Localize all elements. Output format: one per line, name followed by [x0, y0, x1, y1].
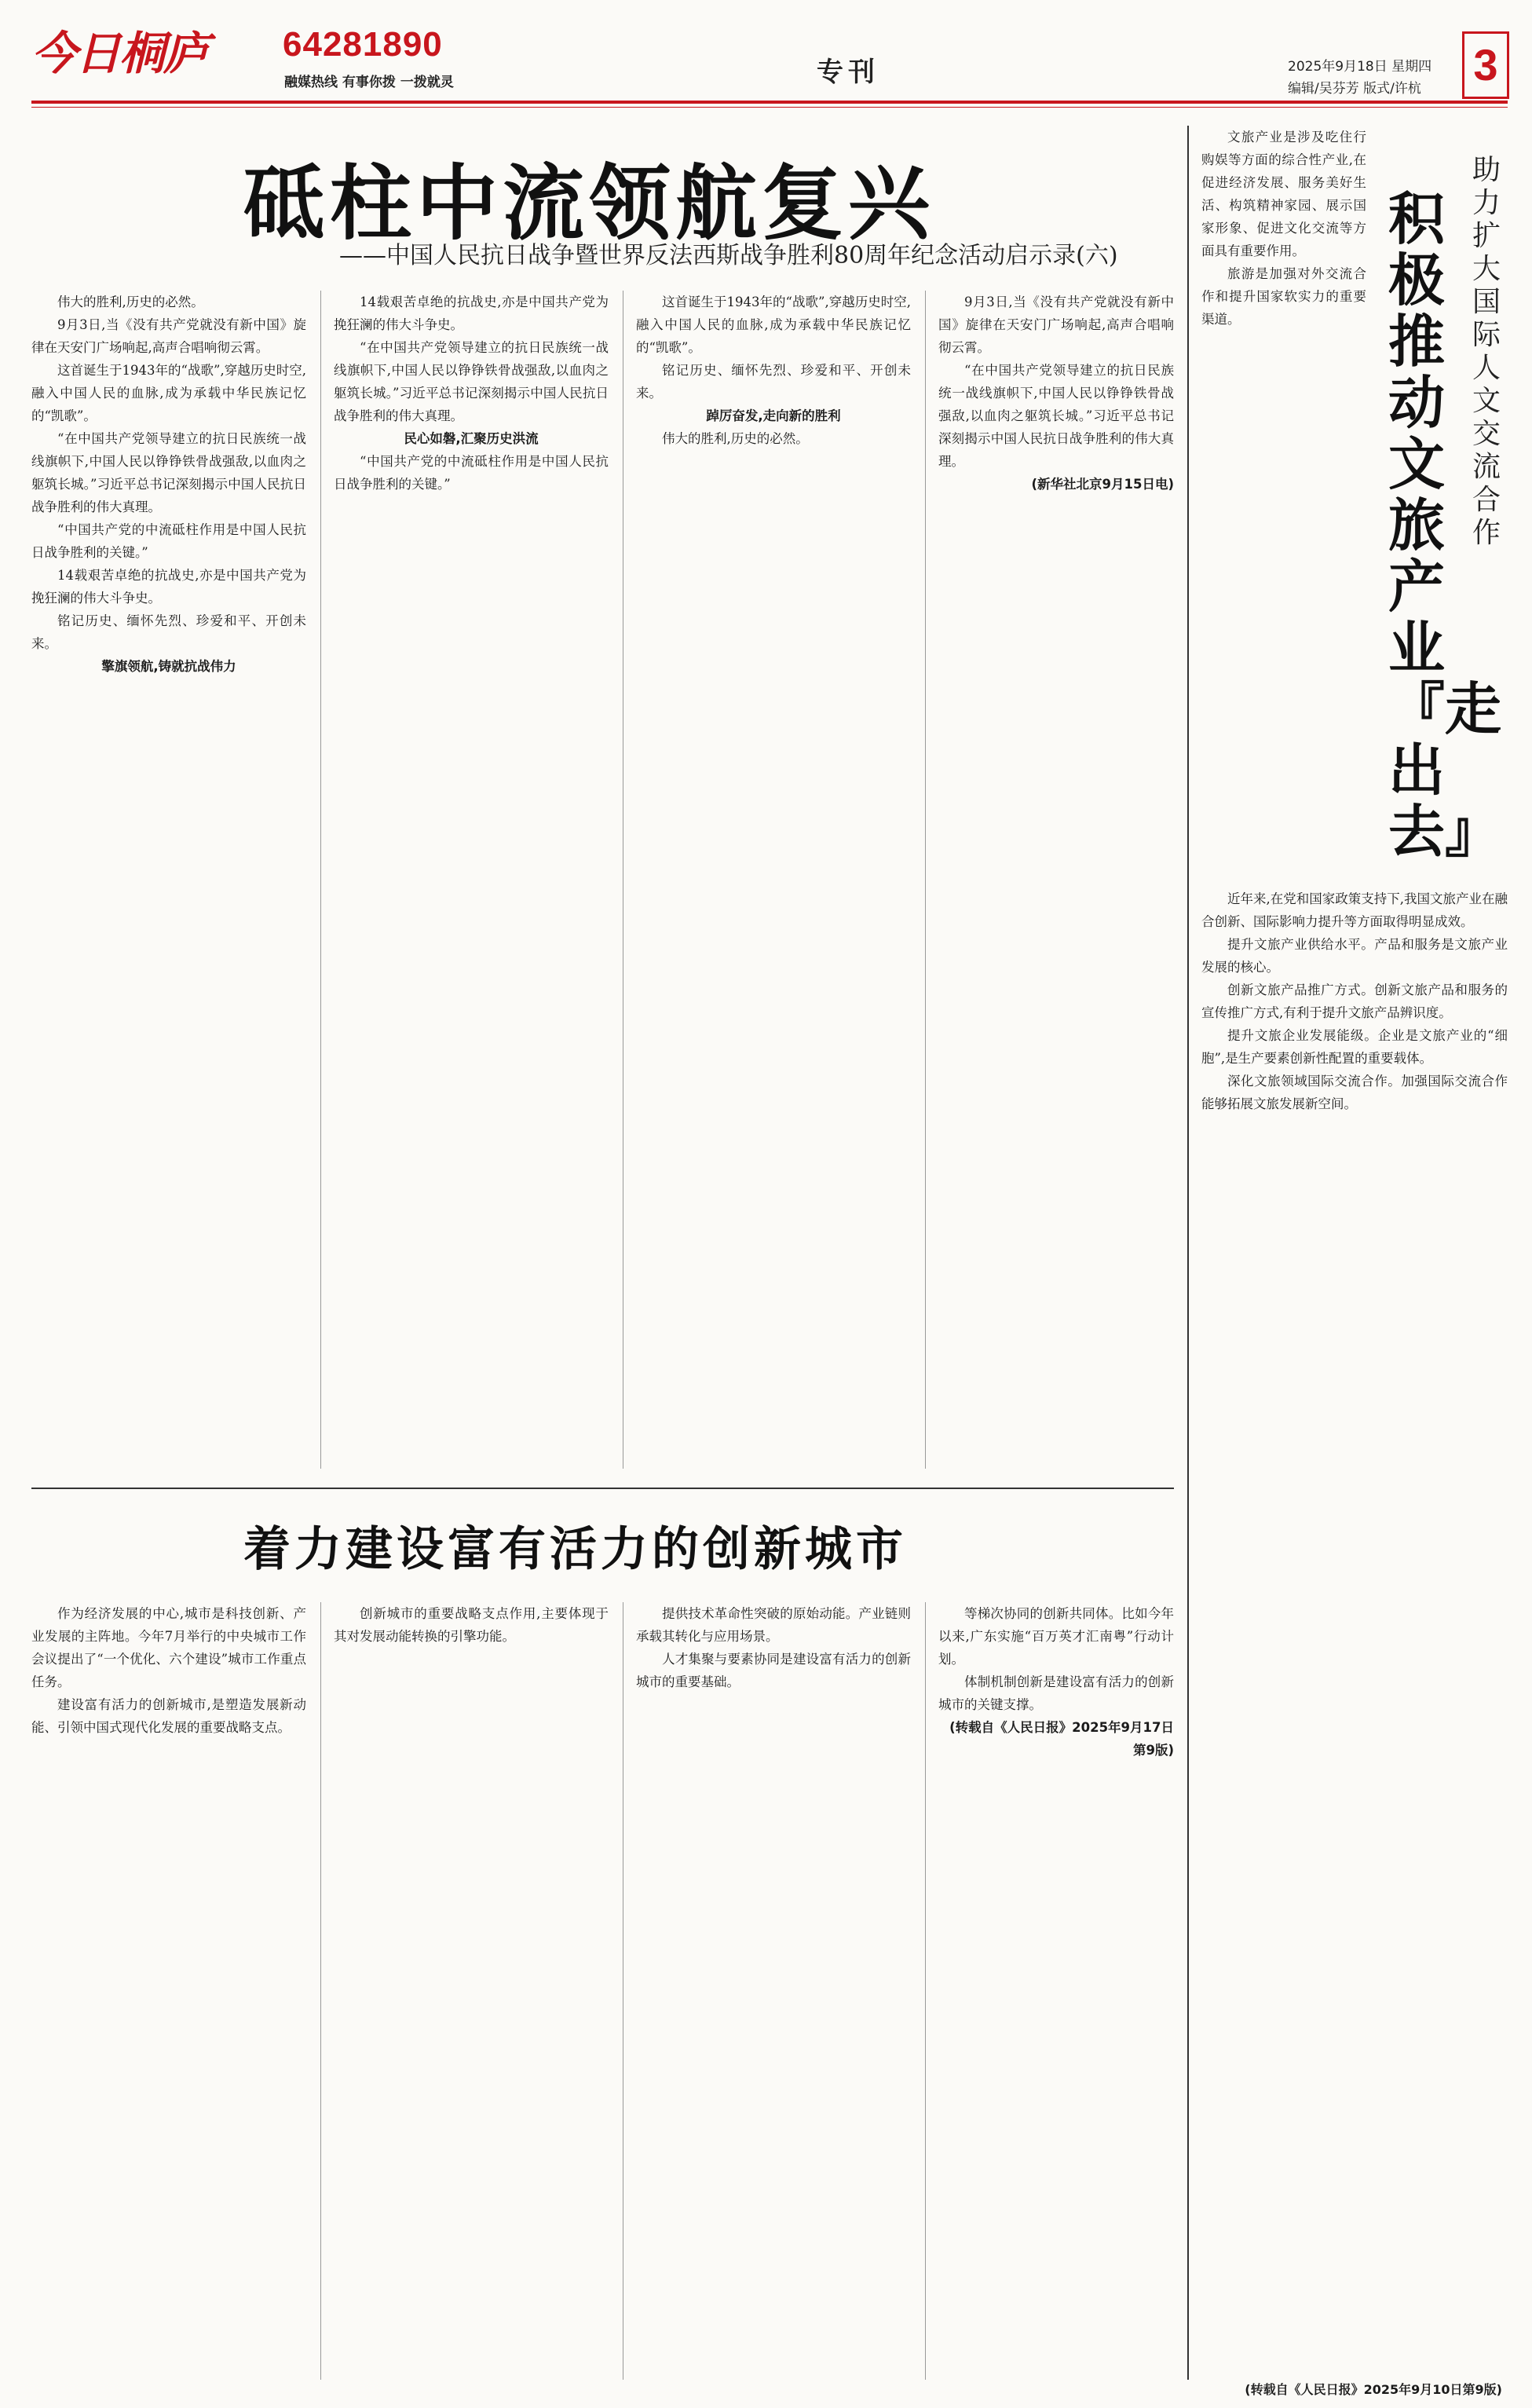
issue-date: 2025年9月18日 星期四	[1288, 59, 1432, 75]
article2-column-4	[938, 1602, 1174, 2380]
section-subhead: 民心如磐,汇聚历史洪流	[404, 431, 539, 446]
article-divider	[31, 1488, 1174, 1489]
article2-headline: 着力建设富有活力的创新城市	[243, 1522, 907, 1577]
editor-credits: 编辑/吴芬芳 版式/许杭	[1288, 81, 1421, 97]
paragraph: 铭记历史、缅怀先烈、珍爱和平、开创未来。	[31, 613, 306, 651]
paragraph: 文旅产业是涉及吃住行购娱等方面的综合性产业,在促进经济发展、服务美好生活、构筑精神家园、展示国家形象、促进文化交流等方面具有重要作用。	[1201, 130, 1366, 258]
paragraph: 铭记历史、缅怀先烈、珍爱和平、开创未来。	[636, 363, 911, 401]
section-title: 专刊	[817, 57, 879, 88]
paragraph: “中国共产党的中流砥柱作用是中国人民抗日战争胜利的关键。”	[334, 454, 609, 492]
article3-subheadline: 助力扩大国际人文交流合作	[1472, 154, 1501, 549]
article2-column-3	[636, 1602, 911, 2380]
article3-credit: (转载自《人民日报》2025年9月10日第9版)	[1245, 2382, 1502, 2397]
paragraph: 提升文旅企业发展能级。企业是文旅产业的“细胞”,是生产要素创新性配置的重要载体。	[1201, 1028, 1508, 1066]
hotline-number: 64281890	[283, 25, 443, 64]
column-rule	[320, 1602, 321, 2380]
paragraph: 旅游是加强对外交流合作和提升国家软实力的重要渠道。	[1201, 266, 1366, 327]
right-column-rule	[1187, 126, 1189, 2380]
paragraph: 创新城市的重要战略支点作用,主要体现于其对发展动能转换的引擎功能。	[334, 1606, 609, 1644]
article2-column-2	[334, 1602, 609, 2380]
paragraph: 这首诞生于1943年的“战歌”,穿越历史时空,融入中国人民的血脉,成为承载中华民族记忆的“凯歌”。	[31, 363, 306, 423]
paragraph: 提升文旅产业供给水平。产品和服务是文旅产业发展的核心。	[1201, 937, 1508, 975]
column-rule	[320, 291, 321, 1469]
paragraph: 伟大的胜利,历史的必然。	[662, 431, 809, 446]
paragraph: 近年来,在党和国家政策支持下,我国文旅产业在融合创新、国际影响力提升等方面取得明显成效。	[1201, 891, 1508, 929]
paragraph: “中国共产党的中流砥柱作用是中国人民抗日战争胜利的关键。”	[31, 522, 306, 560]
masthead-rule-thin	[31, 107, 1508, 108]
article1-column-4	[938, 291, 1174, 1469]
article1-column-1	[31, 291, 306, 1469]
paragraph: 创新文旅产品推广方式。创新文旅产品和服务的宣传推广方式,有利于提升文旅产品辨识度。	[1201, 983, 1508, 1020]
paragraph: 体制机制创新是建设富有活力的创新城市的关键支撑。	[938, 1674, 1174, 1712]
article2-column-1	[31, 1602, 306, 2380]
section-subhead: 踔厉奋发,走向新的胜利	[706, 408, 841, 423]
newspaper-logo: 今日桐庐	[31, 27, 208, 80]
article1-column-3	[636, 291, 911, 1469]
paragraph: “在中国共产党领导建立的抗日民族统一战线旗帜下,中国人民以铮铮铁骨战强敌,以血肉之躯筑长城。”习近平总书记深刻揭示中国人民抗日战争胜利的伟大真理。	[938, 363, 1174, 469]
article3-column-main	[1201, 887, 1508, 2372]
article3-headline: 积极推动文旅产业『走出去』	[1388, 186, 1502, 865]
column-rule	[925, 1602, 926, 2380]
paragraph: 等梯次协同的创新共同体。比如今年以来,广东实施“百万英才汇南粤”行动计划。	[938, 1606, 1174, 1667]
paragraph: 提供技术革命性突破的原始动能。产业链则承载其转化与应用场景。	[636, 1606, 911, 1644]
paragraph: 14载艰苦卓绝的抗战史,亦是中国共产党为挽狂澜的伟大斗争史。	[31, 568, 306, 606]
article1-headline: 砥柱中流领航复兴	[243, 156, 935, 251]
paragraph: 人才集聚与要素协同是建设富有活力的创新城市的重要基础。	[636, 1652, 911, 1689]
article2-credit: (转载自《人民日报》2025年9月17日第9版)	[949, 1720, 1174, 1758]
paragraph: 14载艰苦卓绝的抗战史,亦是中国共产党为挽狂澜的伟大斗争史。	[334, 295, 609, 332]
paragraph: 深化文旅领域国际交流合作。加强国际交流合作能够拓展文旅发展新空间。	[1201, 1074, 1508, 1111]
paragraph: 伟大的胜利,历史的必然。	[57, 295, 204, 309]
section-subhead: 擎旗领航,铸就抗战伟力	[101, 659, 236, 674]
article1-column-2	[334, 291, 609, 1469]
hotline-slogan: 融媒热线 有事你拨 一拨就灵	[284, 75, 454, 90]
article3-column-top	[1201, 126, 1366, 880]
page-number: 3	[1462, 31, 1509, 99]
paragraph: 建设富有活力的创新城市,是塑造发展新动能、引领中国式现代化发展的重要战略支点。	[31, 1697, 306, 1735]
column-rule	[925, 291, 926, 1469]
paragraph: “在中国共产党领导建立的抗日民族统一战线旗帜下,中国人民以铮铮铁骨战强敌,以血肉之躯筑长城。”习近平总书记深刻揭示中国人民抗日战争胜利的伟大真理。	[31, 431, 306, 514]
article1-subheadline: ——中国人民抗日战争暨世界反法西斯战争胜利80周年纪念活动启示录(六)	[339, 242, 1118, 269]
paragraph: 9月3日,当《没有共产党就没有新中国》旋律在天安门广场响起,高声合唱响彻云霄。	[938, 295, 1174, 355]
article1-credit: (新华社北京9月15日电)	[1031, 477, 1174, 492]
paragraph: 9月3日,当《没有共产党就没有新中国》旋律在天安门广场响起,高声合唱响彻云霄。	[31, 317, 306, 355]
paragraph: “在中国共产党领导建立的抗日民族统一战线旗帜下,中国人民以铮铮铁骨战强敌,以血肉之躯筑长城。”习近平总书记深刻揭示中国人民抗日战争胜利的伟大真理。	[334, 340, 609, 423]
paragraph: 这首诞生于1943年的“战歌”,穿越历史时空,融入中国人民的血脉,成为承载中华民族记忆的“凯歌”。	[636, 295, 911, 355]
masthead-rule	[31, 101, 1508, 104]
paragraph: 作为经济发展的中心,城市是科技创新、产业发展的主阵地。今年7月举行的中央城市工作会议提出了“一个优化、六个建设”城市工作重点任务。	[31, 1606, 306, 1689]
